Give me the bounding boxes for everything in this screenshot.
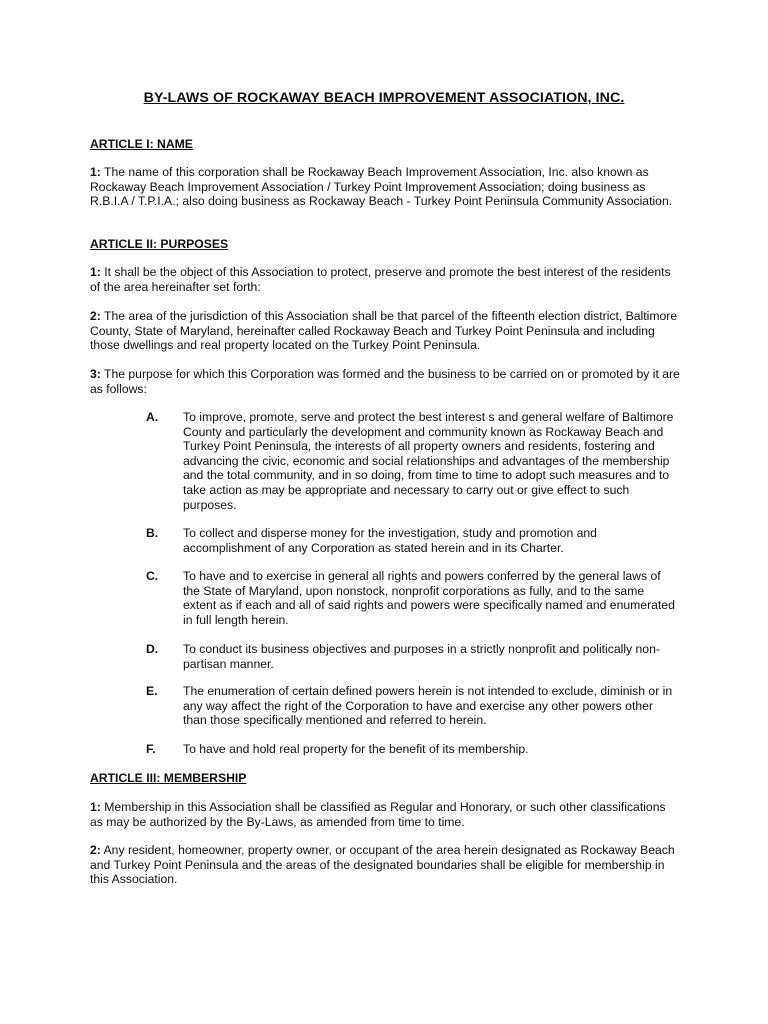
paragraph-number: 3: — [90, 367, 101, 381]
item-letter: F. — [146, 742, 156, 756]
paragraph-text: It shall be the object of this Association to protect, preserve and promote the best interest of the residents of the area hereinafter set forth: — [90, 265, 671, 294]
article-3-paragraph-1 — [90, 800, 680, 829]
paragraph-number: 1: — [90, 265, 101, 279]
article-1-heading: ARTICLE I: NAME — [90, 137, 193, 151]
article-2-paragraph-1 — [90, 265, 680, 294]
item-letter: B. — [146, 526, 159, 540]
paragraph-text: The area of the jurisdiction of this Association shall be that parcel of the fifteenth election district, Baltimore County, State of Maryland, hereinafter called Rockaway Beach and Turkey Point Peninsula and including those dwellings and real property located on the Turkey Point Peninsula. — [90, 309, 678, 353]
paragraph-text: The purpose for which this Corporation was formed and the business to be carried on or promoted by it are as follows: — [90, 367, 680, 396]
paragraph-number: 2: — [90, 309, 101, 323]
article-2-paragraph-3 — [90, 367, 680, 396]
paragraph-text: Any resident, homeowner, property owner, or occupant of the area herein designated as Rockaway Beach and Turkey Point Peninsula and the areas of the designated boundaries shall be eligible for membership in this Association. — [90, 843, 675, 887]
article-3-paragraph-2 — [90, 843, 680, 887]
paragraph-number: 1: — [90, 165, 101, 179]
item-letter: A. — [146, 410, 159, 424]
document-title: BY-LAWS OF ROCKAWAY BEACH IMPROVEMENT ASSOCIATION, INC. — [143, 90, 625, 106]
item-text: To improve, promote, serve and protect the best interest s and general welfare of Baltimore County and particularly the development and community known as Rockaway Beach and Turkey Point Peninsula, the interests of all property owners and residents, fostering and advancing the civic, economic and social relationships and advantages of the membership and the total community, and in so doing, from time to time to adopt such measures and to take action as may be appropriate and necessary to carry out or give effect to such purposes. — [183, 410, 674, 512]
item-text: To have and hold real property for the benefit of its membership. — [183, 742, 529, 756]
article-2-paragraph-2 — [90, 309, 680, 353]
item-letter: C. — [146, 569, 159, 583]
item-letter: E. — [146, 684, 158, 698]
item-text: To collect and disperse money for the investigation, study and promotion and accomplishment of any Corporation as stated herein and in its Charter. — [183, 526, 597, 555]
article-1-paragraph-1 — [90, 165, 680, 209]
paragraph-number: 2: — [90, 843, 101, 857]
article-2-heading: ARTICLE II: PURPOSES — [90, 237, 229, 251]
paragraph-number: 1: — [90, 800, 101, 814]
paragraph-text: Membership in this Association shall be classified as Regular and Honorary, or such other classifications as may be authorized by the By-Laws, as amended from time to time. — [90, 800, 666, 829]
paragraph-text: The name of this corporation shall be Rockaway Beach Improvement Association, Inc. also known as Rockaway Beach Improvement Association / Turkey Point Improvement Association; doing business as R.B.I.A / T.P.I.A.; also doing business as Rockaway Beach - Turkey Point Peninsula Community Association. — [90, 165, 673, 209]
item-text: The enumeration of certain defined powers herein is not intended to exclude, diminish or in any way affect the right of the Corporation to have and exercise any other powers other than those specifically mentioned and referred to herein. — [183, 684, 673, 728]
item-letter: D. — [146, 642, 159, 656]
article-3-heading: ARTICLE III: MEMBERSHIP — [90, 771, 247, 785]
item-text: To conduct its business objectives and purposes in a strictly nonprofit and politically non-partisan manner. — [183, 642, 660, 671]
item-text: To have and to exercise in general all rights and powers conferred by the general laws of the State of Maryland, upon nonstock, nonprofit corporations as fully, and to the same extent as if each and all of said rights and powers were specifically named and enumerated in full length herein. — [183, 569, 675, 627]
